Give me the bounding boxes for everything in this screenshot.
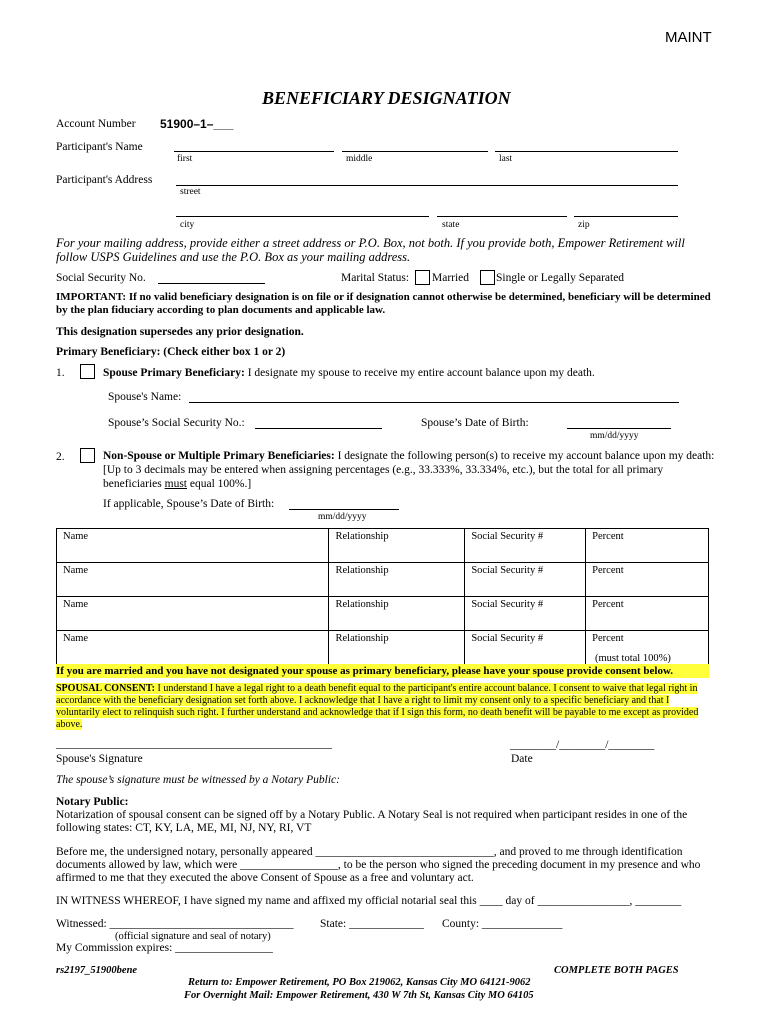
- mailing-address-note: For your mailing address, provide either a street address or P.O. Box, not both. If you provide both, Empower Retirement will follow USPS Guidelines and use the P.O. Box as your mailing address.: [56, 236, 685, 264]
- street-caption: street: [180, 187, 201, 197]
- percent-cell[interactable]: Percent: [586, 563, 709, 597]
- primary-beneficiary-heading: Primary Beneficiary: (Check either box 1 or 2): [56, 346, 286, 358]
- supersedes-notice: This designation supersedes any prior designation.: [56, 326, 304, 338]
- first-name-field[interactable]: [174, 151, 334, 152]
- ssn-cell[interactable]: Social Security #: [465, 631, 586, 665]
- spouse-signature-field[interactable]: ________________________________________________: [56, 738, 332, 750]
- table-row: [57, 597, 709, 631]
- form-number: rs2197_51900bene: [56, 965, 138, 976]
- city-field[interactable]: [176, 216, 429, 217]
- beneficiary-table: [56, 528, 709, 665]
- zip-caption: zip: [578, 220, 590, 230]
- spouse-ssn-label: Spouse’s Social Security No.:: [108, 417, 245, 429]
- middle-name-field[interactable]: [342, 151, 488, 152]
- notary-paragraph-1: Notarization of spousal consent can be signed off by a Notary Public. A Notary Seal is not required when participant resides in one of the following states: CT, KY, LA, ME, MI, NJ, NY, RI, VT: [56, 809, 688, 834]
- relationship-cell[interactable]: Relationship: [329, 597, 465, 631]
- relationship-cell[interactable]: Relationship: [329, 631, 465, 665]
- complete-both-pages: COMPLETE BOTH PAGES: [554, 965, 679, 976]
- spouse-ssn-field[interactable]: [255, 428, 382, 429]
- account-number-value: 51900–1–___: [160, 117, 234, 131]
- ssn-cell[interactable]: Social Security #: [465, 529, 586, 563]
- option-2-title: Non-Spouse or Multiple Primary Beneficiaries:: [103, 450, 335, 462]
- street-field[interactable]: [176, 185, 678, 186]
- signature-date-field[interactable]: ________/________/________: [510, 739, 655, 751]
- marital-status-label: Marital Status:: [341, 272, 410, 284]
- option-1-description: I designate my spouse to receive my entire account balance upon my death.: [244, 367, 595, 379]
- commission-expires-field[interactable]: My Commission expires: _________________: [56, 942, 273, 954]
- spousal-consent-label: SPOUSAL CONSENT:: [56, 683, 156, 694]
- signature-date-label: Date: [511, 753, 533, 765]
- spouse-name-label: Spouse's Name:: [108, 391, 182, 403]
- table-row: [57, 529, 709, 563]
- relationship-cell[interactable]: Relationship: [329, 563, 465, 597]
- option-2-number: 2.: [56, 451, 65, 463]
- total-note: (must total 100%): [595, 653, 671, 664]
- overnight-address: For Overnight Mail: Empower Retirement, 430 W 7th St, Kansas City MO 64105: [184, 990, 534, 1001]
- optional-spouse-dob-format: mm/dd/yyyy: [318, 512, 367, 522]
- single-checkbox[interactable]: [480, 270, 495, 285]
- witnessed-field[interactable]: Witnessed: ________________________________: [56, 918, 294, 930]
- multiple-beneficiaries-checkbox[interactable]: [80, 448, 95, 463]
- optional-spouse-dob-label: If applicable, Spouse’s Date of Birth:: [103, 498, 275, 510]
- option-1-text: [103, 367, 595, 379]
- relationship-cell[interactable]: Relationship: [329, 529, 465, 563]
- last-name-field[interactable]: [495, 151, 678, 152]
- account-number-label: Account Number: [56, 118, 136, 130]
- notary-heading: Notary Public:: [56, 796, 129, 808]
- notary-paragraph-2: Before me, the undersigned notary, personally appeared _______________________________, and proved to me through identification documents allowed by law, which were _________________, to be the person who signed the preceding document in my presence and who affirmed to me that they executed the above Consent of Spouse as a free and voluntary act.: [56, 846, 701, 884]
- name-cell[interactable]: Name: [57, 529, 329, 563]
- option-2-description: I designate the following person(s) to receive my account balance upon my death: [Up to 3 decimals may be entered when assigning percentages (e.g., 33.333%, 33.334%, etc.), but the total for all primary beneficiaries: [103, 450, 715, 490]
- table-row: [57, 563, 709, 597]
- spouse-dob-format: mm/dd/yyyy: [590, 431, 639, 441]
- name-cell[interactable]: Name: [57, 563, 329, 597]
- option-1-title: Spouse Primary Beneficiary:: [103, 367, 245, 379]
- notary-state-field[interactable]: State: _____________: [320, 918, 424, 930]
- witness-note: The spouse’s signature must be witnessed by a Notary Public:: [56, 774, 340, 786]
- state-field[interactable]: [437, 216, 567, 217]
- spousal-consent: [56, 683, 712, 731]
- percent-cell[interactable]: Percent: [586, 631, 709, 665]
- witness-whereof: IN WITNESS WHEREOF, I have signed my name and affixed my official notarial seal this ____ day of ________________, ________: [56, 895, 682, 907]
- percent-cell[interactable]: Percent: [586, 597, 709, 631]
- official-signature-caption: (official signature and seal of notary): [115, 931, 271, 942]
- ssn-label: Social Security No.: [56, 272, 146, 284]
- ssn-cell[interactable]: Social Security #: [465, 563, 586, 597]
- percent-cell[interactable]: Percent: [586, 529, 709, 563]
- return-address: Return to: Empower Retirement, PO Box 219062, Kansas City MO 64121-9062: [188, 977, 531, 988]
- state-caption: state: [442, 220, 460, 230]
- notary-county-field[interactable]: County: ______________: [442, 918, 563, 930]
- optional-spouse-dob-field[interactable]: [289, 509, 399, 510]
- name-cell[interactable]: Name: [57, 597, 329, 631]
- married-checkbox[interactable]: [415, 270, 430, 285]
- important-notice: IMPORTANT: If no valid beneficiary designation is on file or if designation cannot otherwise be determined, beneficiary will be determined by the plan fiduciary according to plan documents and applicable law.: [56, 291, 711, 316]
- spouse-primary-checkbox[interactable]: [80, 364, 95, 379]
- spouse-dob-field[interactable]: [567, 428, 671, 429]
- name-cell[interactable]: Name: [57, 631, 329, 665]
- must-emphasis: must: [164, 478, 187, 490]
- spouse-dob-label: Spouse’s Date of Birth:: [421, 417, 529, 429]
- zip-field[interactable]: [574, 216, 678, 217]
- option-2-text: [103, 449, 718, 491]
- middle-name-caption: middle: [346, 154, 373, 164]
- married-notice: If you are married and you have not designated your spouse as primary beneficiary, please have your spouse provide consent below.: [56, 664, 709, 678]
- married-label: Married: [432, 272, 470, 284]
- single-label: Single or Legally Separated: [496, 272, 625, 284]
- ssn-field[interactable]: [158, 283, 265, 284]
- participant-name-label: Participant's Name: [56, 141, 143, 153]
- spousal-consent-text: I understand I have a legal right to a death benefit equal to the participant's entire account balance. I consent to waive that legal right in accordance with the beneficiary designation set forth above. I acknowledge that I have a right to limit my consent only to a specific beneficiary and that I voluntarily elect to relinquish such right. I further understand and acknowledge that if I sign this form, no death benefit will be payable to me except as provided above.: [56, 683, 699, 730]
- first-name-caption: first: [177, 154, 193, 164]
- ssn-cell[interactable]: Social Security #: [465, 597, 586, 631]
- spouse-signature-label: Spouse's Signature: [56, 753, 143, 765]
- last-name-caption: last: [499, 154, 513, 164]
- option-1-number: 1.: [56, 367, 65, 379]
- option-2-description-end: equal 100%.]: [187, 478, 252, 490]
- city-caption: city: [180, 220, 195, 230]
- participant-address-label: Participant's Address: [56, 174, 153, 186]
- form-code-maint: MAINT: [665, 29, 712, 46]
- form-title: BENEFICIARY DESIGNATION: [262, 88, 511, 108]
- spouse-name-field[interactable]: [189, 402, 679, 403]
